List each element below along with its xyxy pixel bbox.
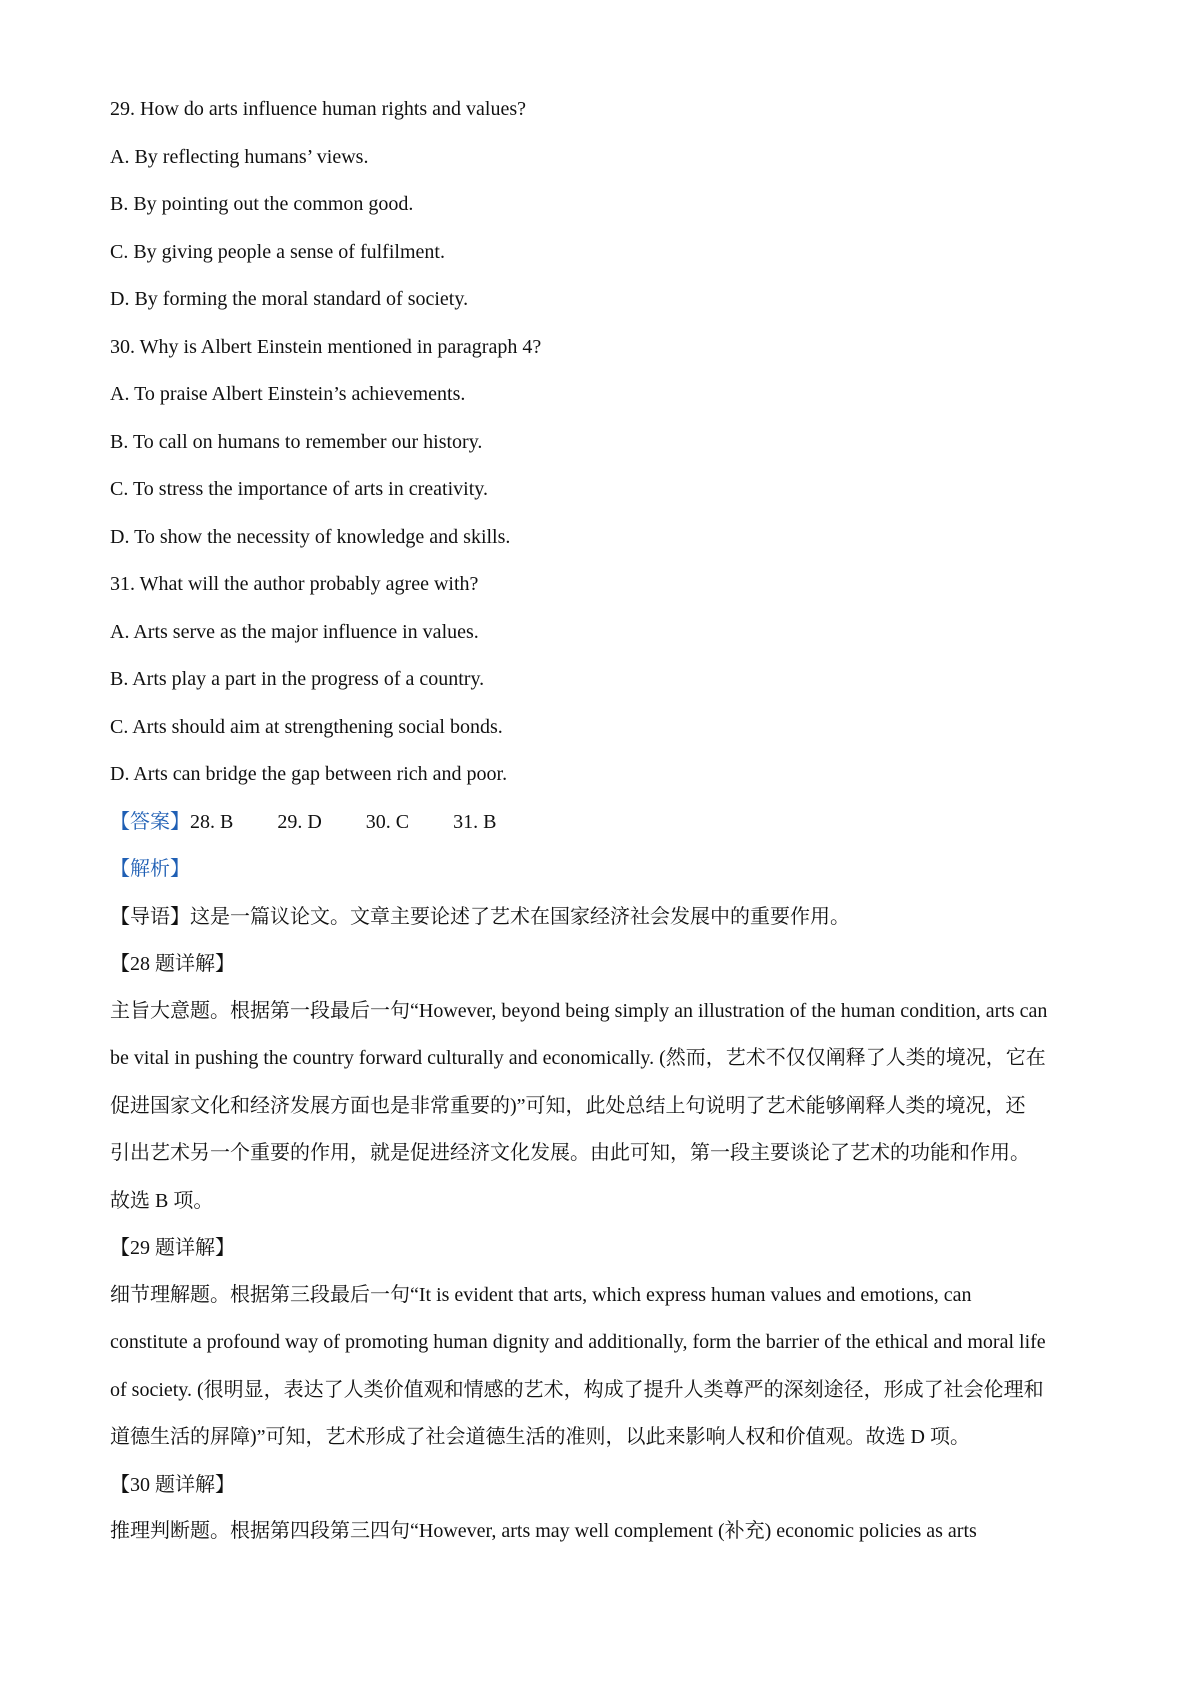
option-c: C. To stress the importance of arts in creativity. (110, 478, 488, 500)
option-b: B. To call on humans to remember our history. (110, 430, 483, 453)
option-d: D. Arts can bridge the gap between rich and poor. (110, 763, 508, 785)
option-d: D. By forming the moral standard of society. (110, 288, 469, 310)
option-a: A. By reflecting humans’ views. (110, 145, 369, 168)
analysis-tag: 【解析】 (110, 858, 190, 880)
paragraph-line: be vital in pushing the country forward culturally and economically. (然而，艺术不仅仅阐释了人类的境况，它在 (110, 1047, 1046, 1069)
answer-line (110, 808, 1100, 836)
answer-item: 28. B (190, 810, 234, 833)
option-b: B. Arts play a part in the progress of a country. (110, 668, 485, 690)
paragraph-line: of society. (很明显，表达了人类价值观和情感的艺术，构成了提升人类尊严的深刻途径，形成了社会伦理和 (110, 1378, 1044, 1401)
answer-item: 30. C (365, 810, 410, 833)
question-31 (110, 570, 1100, 788)
paragraph-line: 推理判断题。根据第四段第三四句“However, arts may well complement (补充) economic policies as arts (110, 1520, 977, 1542)
detail-paragraph (110, 988, 1100, 1226)
option-a: A. Arts serve as the major influence in values. (110, 620, 479, 643)
paragraph-line: 引出艺术另一个重要的作用，就是促进经济文化发展。由此可知，第一段主要谈论了艺术的功能和作用。 (110, 1142, 1030, 1164)
option-d: D. To show the necessity of knowledge and skills. (110, 525, 511, 548)
detail-30 (110, 1471, 1100, 1556)
detail-heading: 【30 题详解】 (110, 1473, 235, 1496)
question-stem: 30. Why is Albert Einstein mentioned in paragraph 4? (110, 335, 542, 358)
paragraph-line: 细节理解题。根据第三段最后一句“It is evident that arts, which express human values and emotions, can (110, 1283, 972, 1306)
intro-text: 【导语】这是一篇议论文。文章主要论述了艺术在国家经济社会发展中的重要作用。 (110, 905, 850, 928)
answer-item: 29. D (277, 810, 322, 833)
paragraph-line: 道德生活的屏障)”可知，艺术形成了社会道德生活的准则，以此来影响人权和价值观。故选 D 项。 (110, 1426, 970, 1448)
question-30 (110, 333, 1100, 551)
option-c: C. By giving people a sense of fulfilment. (110, 240, 445, 263)
detail-heading: 【28 题详解】 (110, 953, 235, 975)
detail-29 (110, 1234, 1100, 1462)
paragraph-line: 主旨大意题。根据第一段最后一句“However, beyond being simply an illustration of the human condition, arts can (110, 999, 1048, 1022)
paragraph-line: constitute a profound way of promoting human dignity and additionally, form the barrier of the ethical and moral life (110, 1331, 1046, 1353)
detail-paragraph (110, 1508, 1100, 1556)
question-stem: 31. What will the author probably agree with? (110, 573, 479, 595)
document-page (110, 95, 1100, 1565)
option-a: A. To praise Albert Einstein’s achievements. (110, 383, 466, 405)
answer-item: 31. B (453, 810, 497, 833)
detail-heading: 【29 题详解】 (110, 1237, 235, 1259)
question-stem: 29. How do arts influence human rights and values? (110, 98, 527, 120)
option-b: B. By pointing out the common good. (110, 193, 414, 215)
paragraph-line: 促进国家文化和经济发展方面也是非常重要的)”可知，此处总结上句说明了艺术能够阐释人类的境况，还 (110, 1094, 1026, 1117)
paragraph-line: 故选 B 项。 (110, 1189, 214, 1212)
detail-28 (110, 950, 1100, 1225)
answer-tag: 【答案】 (110, 810, 190, 833)
option-c: C. Arts should aim at strengthening social bonds. (110, 715, 503, 738)
detail-paragraph (110, 1272, 1100, 1462)
question-29 (110, 95, 1100, 313)
